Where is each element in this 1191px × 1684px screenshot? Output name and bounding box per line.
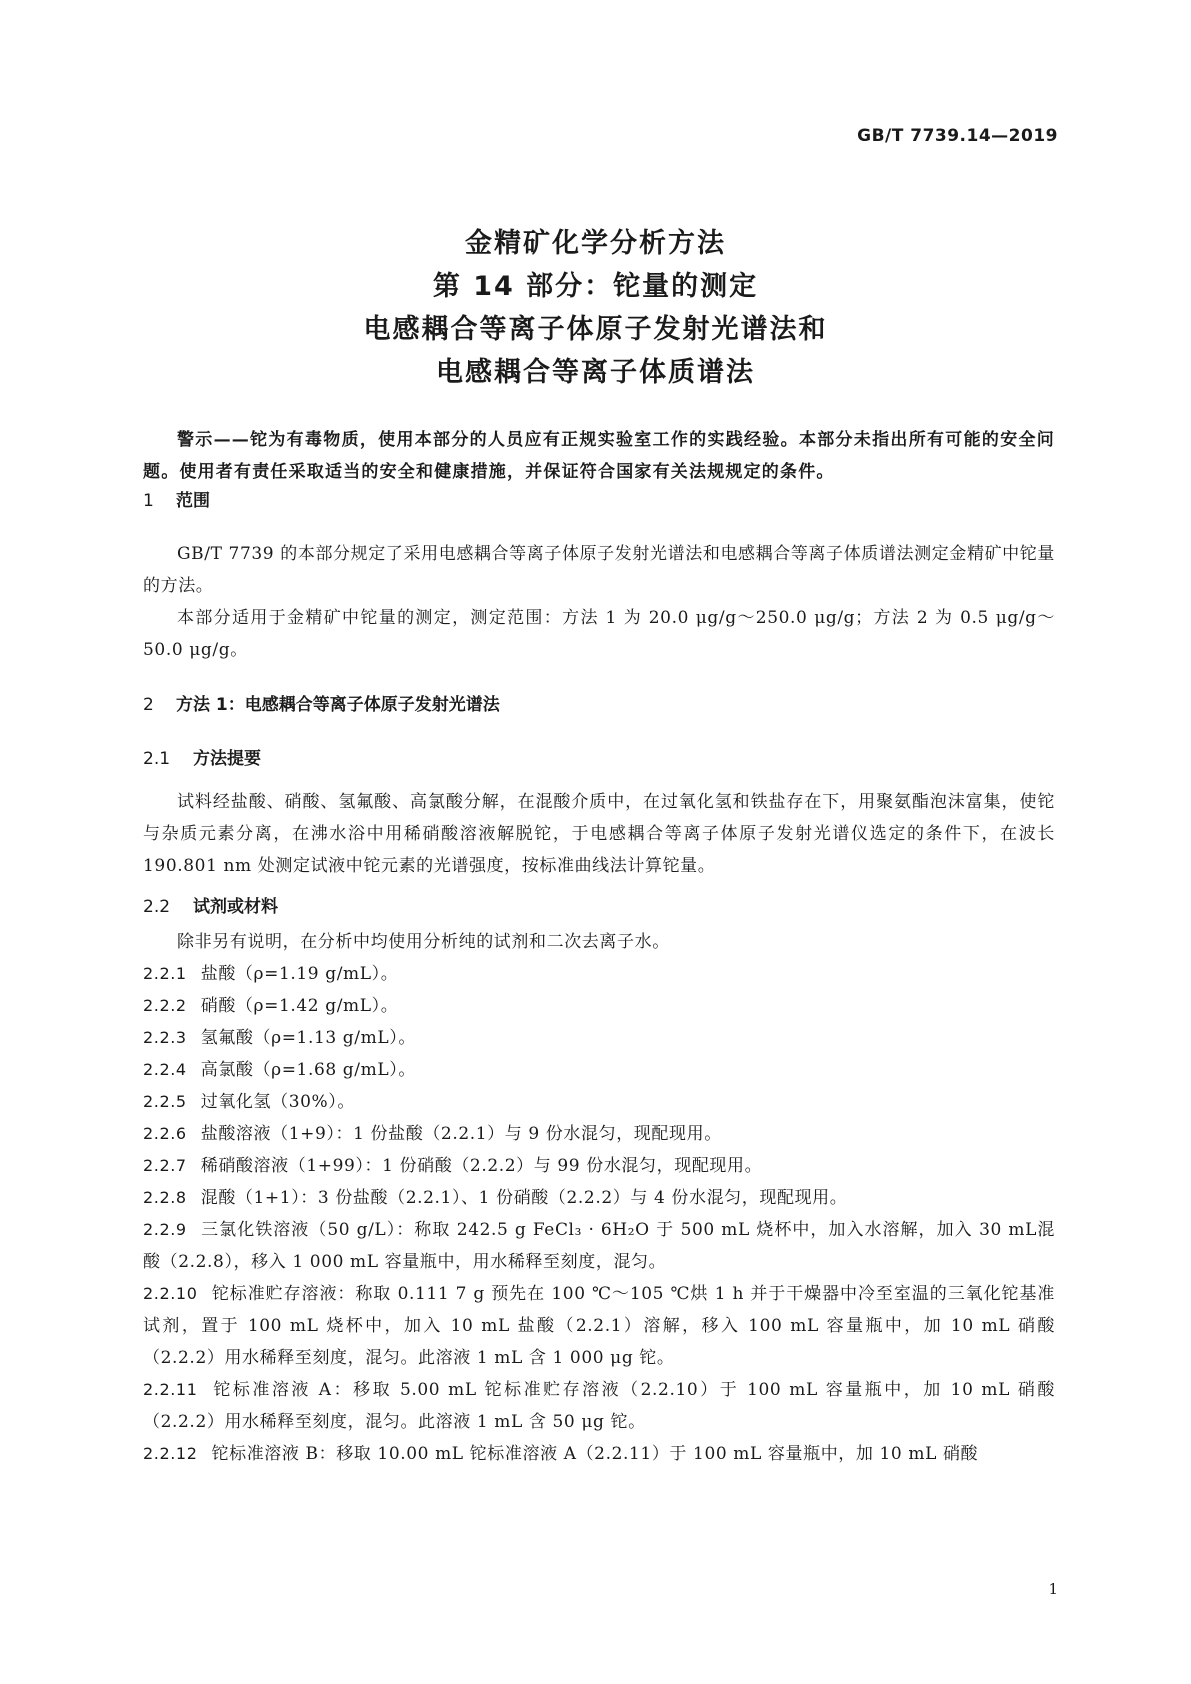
list-item: [143, 1022, 1055, 1054]
item-number: 2.2.2: [143, 996, 187, 1015]
item-number: 2.2.6: [143, 1124, 187, 1143]
section-2-1-heading: [143, 744, 261, 769]
item-text: 盐酸溶液（1+9）：1 份盐酸（2.2.1）与 9 份水混匀，现配现用。: [200, 1124, 722, 1144]
item-number: 2.2.1: [143, 964, 187, 983]
item-text: 铊标准溶液 A：移取 5.00 mL 铊标准贮存溶液（2.2.10）于 100 mL 容量瓶中，加 10 mL 硝酸（2.2.2）用水稀释至刻度，混匀。此溶液 1 mL 含 50 μg 铊。: [143, 1380, 1055, 1432]
item-text: 铊标准贮存溶液：称取 0.111 7 g 预先在 100 ℃～105 ℃烘 1 h 并于干燥器中冷至室温的三氧化铊基准试剂，置于 100 mL 烧杯中，加入 10 mL 盐酸（2.2.1）溶解，移入 100 mL 容量瓶中，加 10 mL 硝酸（2.2.2）用水稀释至刻度，混匀。此溶液 1 mL 含 1 000 μg 铊。: [143, 1284, 1055, 1368]
item-number: 2.2.11: [143, 1380, 198, 1399]
section-2-1-title: 方法提要: [193, 749, 261, 769]
section-1-paragraph-1: GB/T 7739 的本部分规定了采用电感耦合等离子体原子发射光谱法和电感耦合等离子体质谱法测定金精矿中铊量的方法。: [143, 544, 1055, 596]
title-line-3: 电感耦合等离子体原子发射光谱法和: [363, 314, 828, 345]
item-text: 氢氟酸（ρ=1.13 g/mL）。: [200, 1028, 416, 1048]
list-item: [143, 1374, 1055, 1438]
item-number: 2.2.3: [143, 1028, 187, 1047]
item-number: 2.2.7: [143, 1156, 187, 1175]
section-2-2-intro: 除非另有说明，在分析中均使用分析纯的试剂和二次去离子水。: [177, 932, 670, 952]
list-item: [143, 1214, 1055, 1278]
page-number: 1: [1048, 1580, 1058, 1598]
item-text: 盐酸（ρ=1.19 g/mL）。: [200, 964, 399, 984]
section-2-1-number: 2.1: [143, 749, 171, 769]
section-2-number: 2: [143, 695, 154, 715]
item-text: 混酸（1+1）：3 份盐酸（2.2.1）、1 份硝酸（2.2.2）与 4 份水混匀，现配现用。: [200, 1188, 848, 1208]
title-line-4: 电感耦合等离子体质谱法: [436, 357, 755, 388]
item-text: 硝酸（ρ=1.42 g/mL）。: [200, 996, 399, 1016]
section-2-heading: [143, 690, 500, 715]
standard-code: GB/T 7739.14—2019: [857, 126, 1058, 146]
section-2-2-heading: [143, 892, 278, 917]
section-2-2-title: 试剂或材料: [193, 897, 278, 917]
list-item: [143, 958, 1055, 990]
list-item: [143, 1182, 1055, 1214]
item-text: 铊标准溶液 B：移取 10.00 mL 铊标准溶液 A（2.2.11）于 100 mL 容量瓶中，加 10 mL 硝酸: [211, 1444, 979, 1464]
section-2-2-number: 2.2: [143, 897, 171, 917]
list-item: [143, 1118, 1055, 1150]
document-title: [0, 222, 1191, 394]
section-2-title: 方法 1：电感耦合等离子体原子发射光谱法: [176, 695, 500, 715]
item-number: 2.2.8: [143, 1188, 187, 1207]
item-number: 2.2.9: [143, 1220, 187, 1239]
list-item: [143, 1086, 1055, 1118]
item-text: 稀硝酸溶液（1+99）：1 份硝酸（2.2.2）与 99 份水混匀，现配现用。: [200, 1156, 763, 1176]
section-1-number: 1: [143, 491, 154, 511]
item-number: 2.2.4: [143, 1060, 187, 1079]
section-1-paragraph-2: 本部分适用于金精矿中铊量的测定，测定范围：方法 1 为 20.0 μg/g～250.0 μg/g；方法 2 为 0.5 μg/g～50.0 μg/g。: [143, 608, 1055, 660]
list-item: [143, 1054, 1055, 1086]
item-number: 2.2.5: [143, 1092, 187, 1111]
list-item: [143, 1438, 1055, 1470]
item-number: 2.2.12: [143, 1444, 198, 1463]
section-1-heading: [143, 486, 210, 511]
item-text: 三氯化铁溶液（50 g/L）：称取 242.5 g FeCl₃ · 6H₂O 于 500 mL 烧杯中，加入水溶解，加入 30 mL混酸（2.2.8），移入 1 000 mL 容量瓶中，用水稀释至刻度，混匀。: [143, 1220, 1055, 1272]
list-item: [143, 990, 1055, 1022]
item-number: 2.2.10: [143, 1284, 198, 1303]
title-line-1: 金精矿化学分析方法: [465, 228, 726, 259]
warning-notice: 警示——铊为有毒物质，使用本部分的人员应有正规实验室工作的实践经验。本部分未指出所有可能的安全问题。使用者有责任采取适当的安全和健康措施，并保证符合国家有关法规规定的条件。: [143, 430, 1055, 482]
section-1-title: 范围: [176, 491, 210, 511]
item-text: 高氯酸（ρ=1.68 g/mL）。: [200, 1060, 416, 1080]
list-item: [143, 1278, 1055, 1374]
item-text: 过氧化氢（30%）。: [200, 1092, 356, 1112]
list-item: [143, 1150, 1055, 1182]
title-line-2: 第 14 部分：铊量的测定: [432, 271, 759, 302]
section-2-1-text: 试料经盐酸、硝酸、氢氟酸、高氯酸分解，在混酸介质中，在过氧化氢和铁盐存在下，用聚氨酯泡沫富集，使铊与杂质元素分离，在沸水浴中用稀硝酸溶液解脱铊，于电感耦合等离子体原子发射光谱仪选定的条件下，在波长 190.801 nm 处测定试液中铊元素的光谱强度，按标准曲线法计算铊量。: [143, 792, 1055, 876]
